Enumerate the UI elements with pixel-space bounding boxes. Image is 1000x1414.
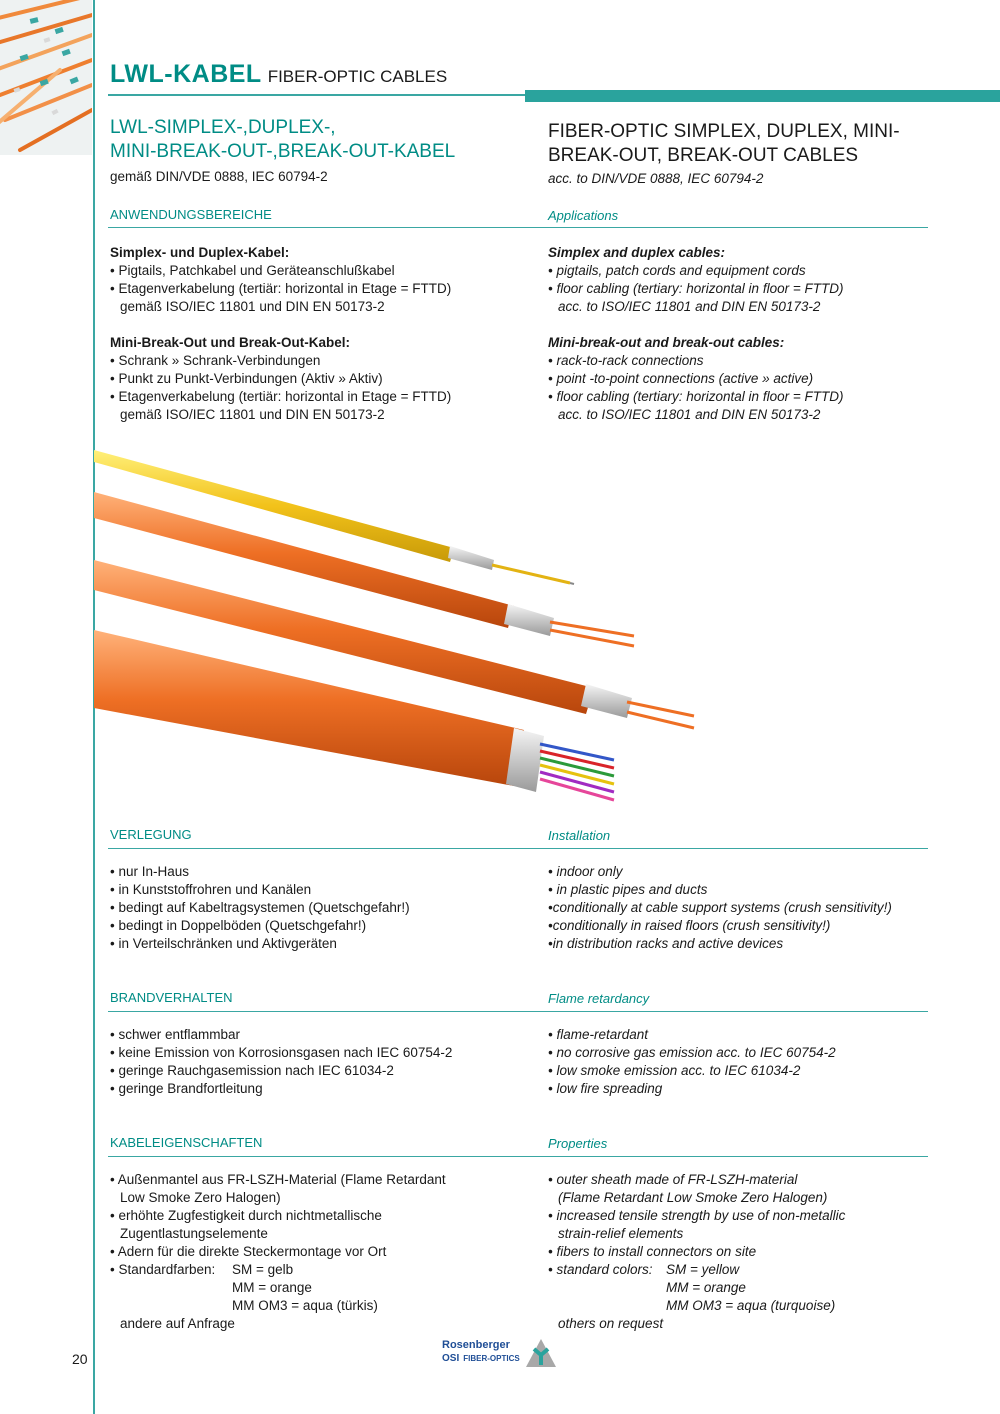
list-item: • flame-retardant	[548, 1027, 649, 1042]
flame-en	[548, 1026, 836, 1098]
color-sm-en: SM = yellow	[666, 1262, 740, 1277]
title-underline	[108, 94, 526, 96]
section-label-flame-en: Flame retardancy	[548, 991, 650, 1006]
list-item: gemäß ISO/IEC 11801 und DIN EN 50173-2	[120, 407, 385, 422]
list-item: • in Kunststoffrohren und Kanälen	[110, 882, 312, 897]
logo-mark-icon	[524, 1337, 558, 1371]
title-de: LWL-KABEL	[110, 60, 262, 88]
list-item: acc. to ISO/IEC 11801 and DIN EN 50173-2	[558, 299, 821, 314]
list-item: • schwer entflammbar	[110, 1027, 241, 1042]
norm-de: gemäß DIN/VDE 0888, IEC 60794-2	[110, 169, 328, 184]
list-item: • low smoke emission acc. to IEC 61034-2	[548, 1063, 801, 1078]
list-item: Low Smoke Zero Halogen)	[120, 1190, 281, 1205]
list-item: •conditionally at cable support systems (crush sensitivity!)	[548, 900, 892, 915]
applications-en	[548, 244, 843, 424]
list-item: others on request	[558, 1316, 664, 1331]
list-item: • indoor only	[548, 864, 623, 879]
section-label-flame-de: BRANDVERHALTEN	[110, 990, 233, 1005]
heading-de-line1: LWL-SIMPLEX-,DUPLEX-,	[110, 117, 336, 138]
applications-en-h1: Simplex and duplex cables:	[548, 245, 726, 260]
list-item: • no corrosive gas emission acc. to IEC 60754-2	[548, 1045, 836, 1060]
list-item: •in distribution racks and active devices	[548, 936, 784, 951]
title-en: FIBER-OPTIC CABLES	[267, 67, 448, 86]
page-title	[110, 60, 447, 89]
list-item: • bedingt in Doppelböden (Quetschgefahr!)	[110, 918, 367, 933]
list-item: • pigtails, patch cords and equipment cords	[548, 263, 806, 278]
list-item: andere auf Anfrage	[120, 1316, 235, 1331]
color-mm-de: MM = orange	[232, 1280, 312, 1295]
logo-text-osi: OSI FIBER-OPTICS	[442, 1353, 520, 1364]
norm-en: acc. to DIN/VDE 0888, IEC 60794-2	[548, 171, 764, 186]
applications-en-h2: Mini-break-out and break-out cables:	[548, 335, 785, 350]
list-item: •conditionally in raised floors (crush sensitivity!)	[548, 918, 831, 933]
color-om3-de: MM OM3 = aqua (türkis)	[232, 1298, 378, 1313]
section-label-properties-de: KABELEIGENSCHAFTEN	[110, 1135, 263, 1150]
standard-colors-label-en: • standard colors:	[548, 1262, 653, 1277]
applications-de-h1: Simplex- und Duplex-Kabel:	[110, 245, 290, 260]
list-item: • in Verteilschränken und Aktivgeräten	[110, 936, 337, 951]
section-rule	[108, 1156, 928, 1157]
list-item: • floor cabling (tertiary: horizontal in floor = FTTD)	[548, 389, 844, 404]
color-mm-en: MM = orange	[666, 1280, 746, 1295]
list-item: • Etagenverkabelung (tertiär: horizontal in Etage = FTTD)	[110, 389, 452, 404]
list-item	[548, 1261, 845, 1279]
section-rule	[108, 1011, 928, 1012]
section-label-properties-en: Properties	[548, 1136, 608, 1151]
list-item: • nur In-Haus	[110, 864, 190, 879]
color-sm-de: SM = gelb	[232, 1262, 294, 1277]
page-number: 20	[72, 1351, 88, 1367]
list-item: • Etagenverkabelung (tertiär: horizontal in Etage = FTTD)	[110, 281, 452, 296]
standard-colors-label-de: • Standardfarben:	[110, 1262, 216, 1277]
list-item: • Adern für die direkte Steckermontage vor Ort	[110, 1244, 387, 1259]
list-item: • keine Emission von Korrosionsgasen nach IEC 60754-2	[110, 1045, 453, 1060]
list-item: acc. to ISO/IEC 11801 and DIN EN 50173-2	[558, 407, 821, 422]
section-label-installation-de: VERLEGUNG	[110, 827, 192, 842]
title-accent-bar	[525, 90, 1000, 102]
properties-en	[548, 1171, 845, 1333]
section-label-applications-en: Applications	[548, 208, 619, 223]
list-item	[110, 1261, 446, 1279]
list-item: Zugentlastungselemente	[120, 1226, 268, 1241]
list-item: • geringe Brandfortleitung	[110, 1081, 263, 1096]
section-rule	[108, 227, 928, 228]
list-item: • point -to-point connections (active » active)	[548, 371, 814, 386]
heading-en-line1: FIBER-OPTIC SIMPLEX, DUPLEX, MINI-	[548, 121, 900, 142]
rosenberger-logo	[440, 1339, 560, 1373]
list-item: • Pigtails, Patchkabel und Geräteanschlußkabel	[110, 263, 395, 278]
properties-de	[110, 1171, 446, 1333]
heading-de	[110, 116, 455, 164]
logo-text-brand: Rosenberger	[442, 1339, 510, 1351]
installation-en	[548, 863, 892, 953]
section-label-applications-de: ANWENDUNGSBEREICHE	[110, 207, 272, 222]
list-item: (Flame Retardant Low Smoke Zero Halogen)	[558, 1190, 828, 1205]
list-item: • low fire spreading	[548, 1081, 663, 1096]
heading-de-line2: MINI-BREAK-OUT-,BREAK-OUT-KABEL	[110, 141, 456, 162]
cables-product-photo	[94, 440, 794, 820]
heading-en	[548, 120, 900, 168]
list-item: • Schrank » Schrank-Verbindungen	[110, 353, 321, 368]
color-om3-en: MM OM3 = aqua (turquoise)	[666, 1298, 836, 1313]
applications-de	[110, 244, 451, 424]
list-item: • geringe Rauchgasemission nach IEC 61034-2	[110, 1063, 394, 1078]
section-label-installation-en: Installation	[548, 828, 611, 843]
list-item: • increased tensile strength by use of non-metallic	[548, 1208, 846, 1223]
list-item: • Außenmantel aus FR-LSZH-Material (Flame Retardant	[110, 1172, 446, 1187]
list-item: gemäß ISO/IEC 11801 und DIN EN 50173-2	[120, 299, 385, 314]
fiber-bundle-illustration	[0, 0, 92, 155]
list-item: • in plastic pipes and ducts	[548, 882, 708, 897]
heading-en-line2: BREAK-OUT, BREAK-OUT CABLES	[548, 145, 859, 166]
list-item: • erhöhte Zugfestigkeit durch nichtmetallische	[110, 1208, 382, 1223]
list-item: • fibers to install connectors on site	[548, 1244, 757, 1259]
list-item: • rack-to-rack connections	[548, 353, 704, 368]
list-item: strain-relief elements	[558, 1226, 684, 1241]
installation-de	[110, 863, 410, 953]
list-item: • outer sheath made of FR-LSZH-material	[548, 1172, 798, 1187]
flame-de	[110, 1026, 452, 1098]
section-rule	[108, 848, 928, 849]
fiber-bundle-photo	[0, 0, 92, 155]
applications-de-h2: Mini-Break-Out und Break-Out-Kabel:	[110, 335, 351, 350]
list-item: • floor cabling (tertiary: horizontal in floor = FTTD)	[548, 281, 844, 296]
list-item: • bedingt auf Kabeltragsystemen (Quetschgefahr!)	[110, 900, 410, 915]
list-item: • Punkt zu Punkt-Verbindungen (Aktiv » Aktiv)	[110, 371, 383, 386]
